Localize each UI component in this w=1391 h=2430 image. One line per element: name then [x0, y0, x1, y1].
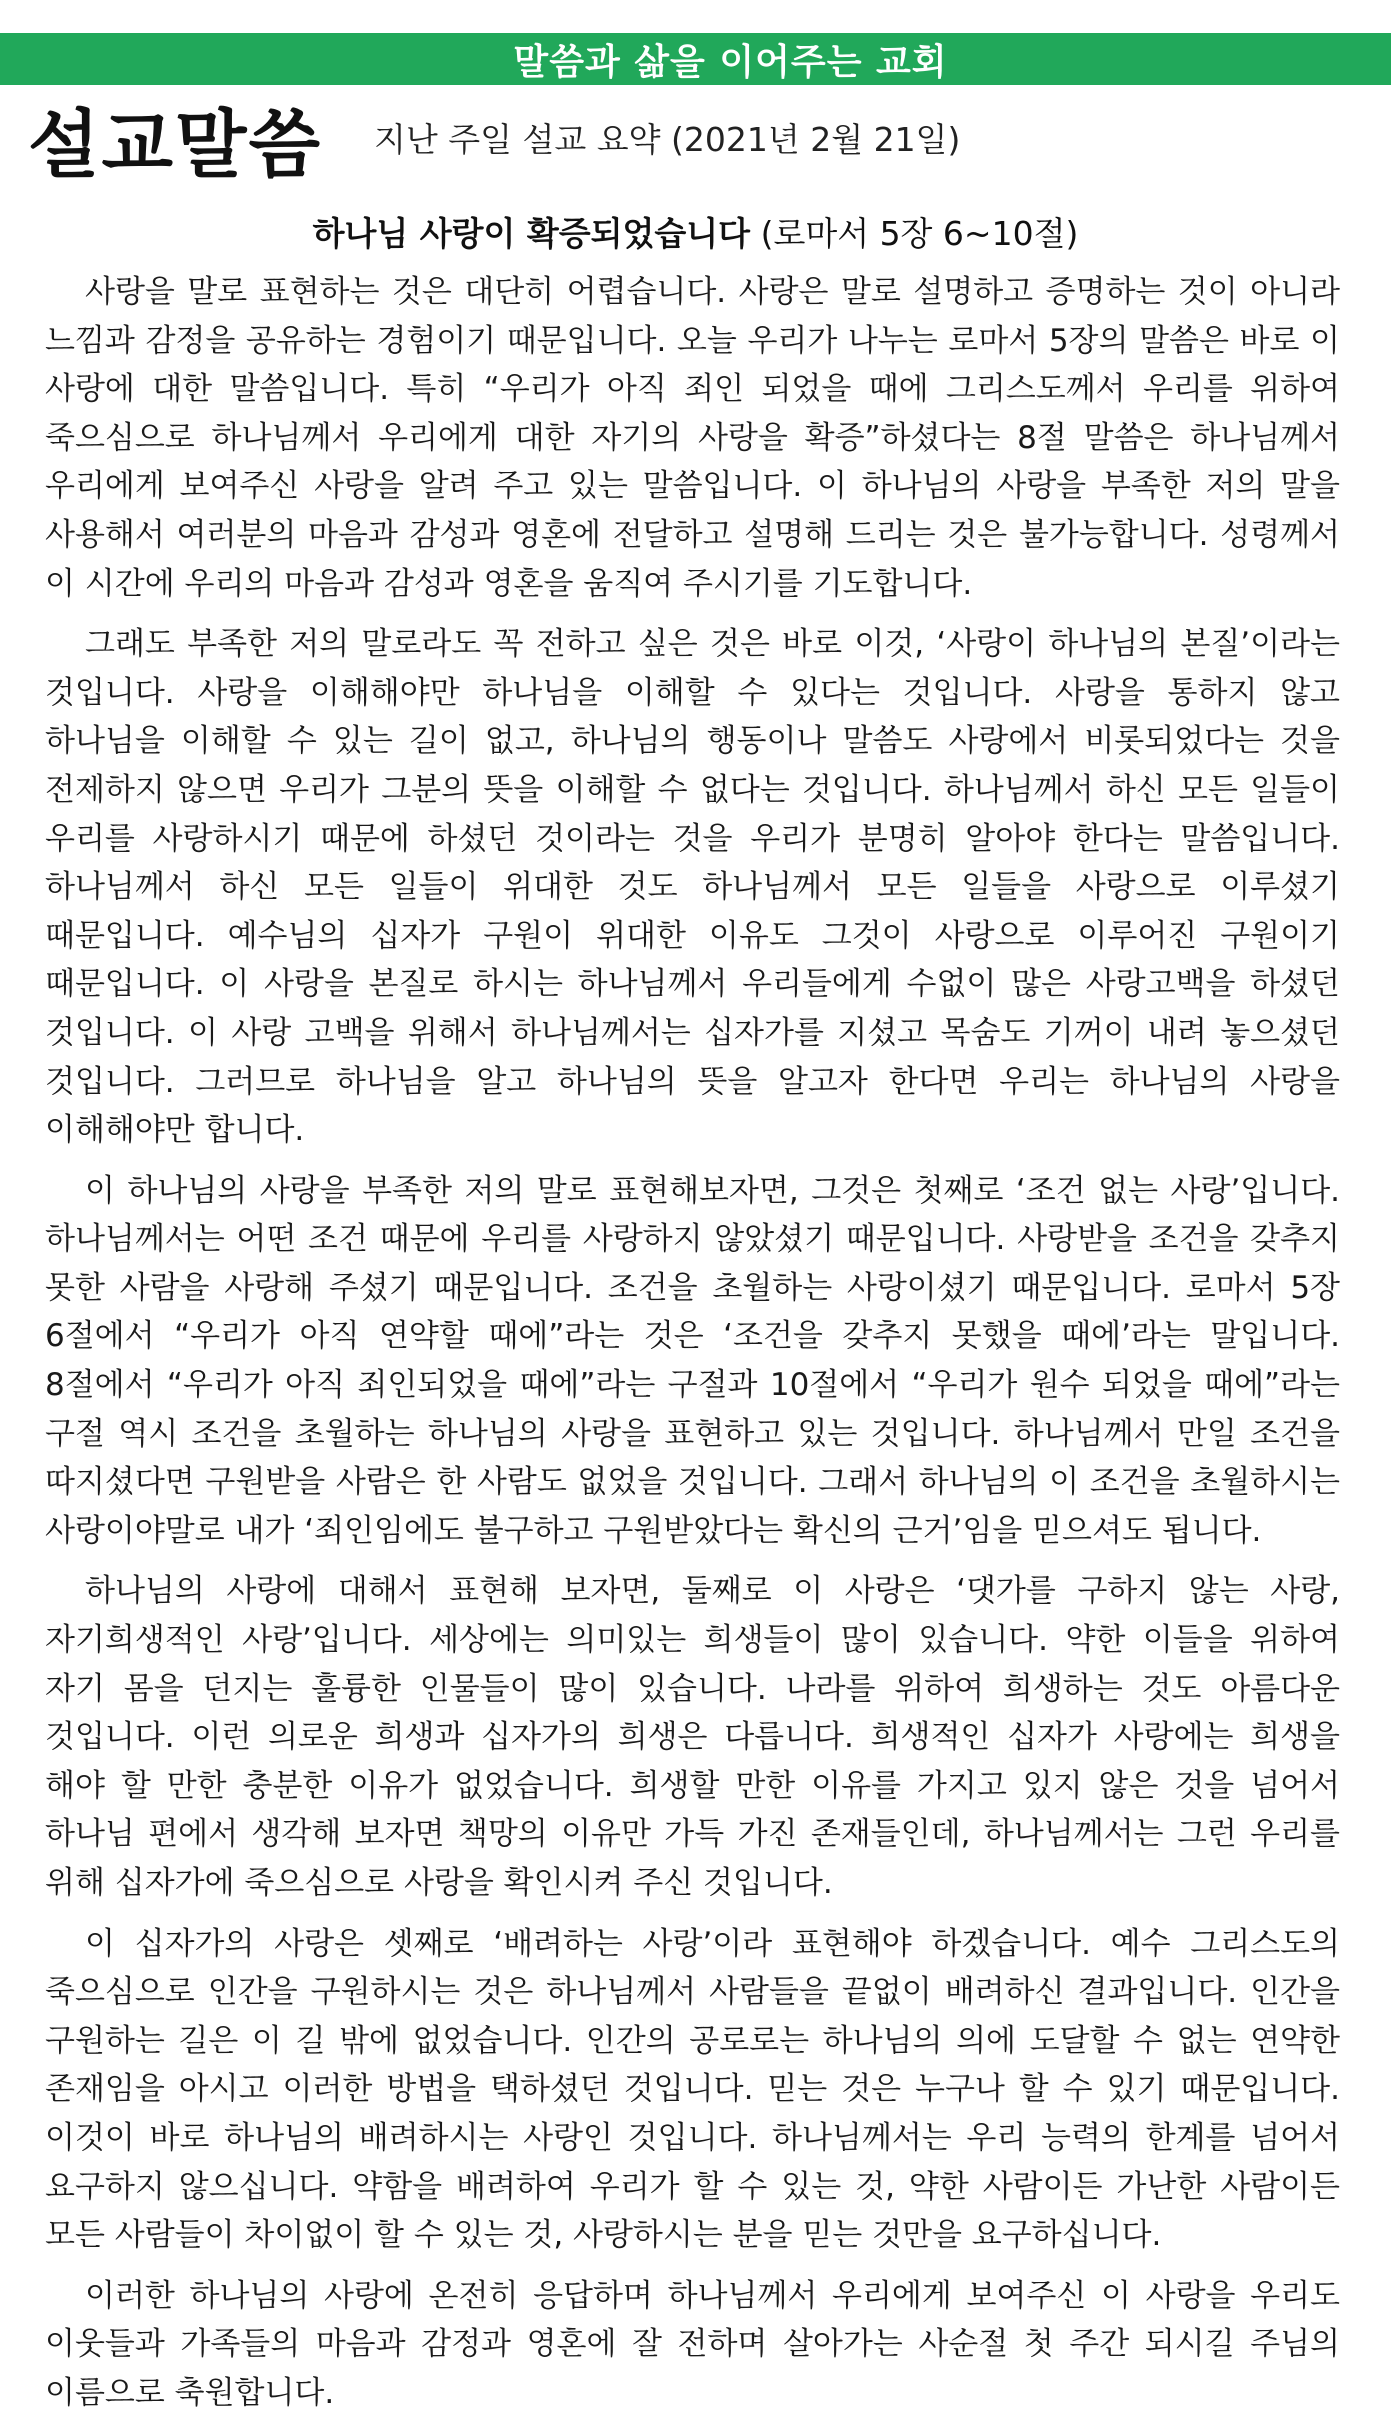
- sermon-paragraph-6: 이러한 하나님의 사랑에 온전히 응답하며 하나님께서 우리에게 보여주신 이 사랑을 우리도 이웃들과 가족들의 마음과 감정과 영혼에 잘 전하며 살아가는 사순절 첫 주간 되시길 주님의 이름으로 축원합니다.: [45, 2277, 1340, 2411]
- sermon-paragraph-5: 이 십자가의 사랑은 셋째로 ‘배려하는 사랑’이라 표현해야 하겠습니다. 예수 그리스도의 죽으심으로 인간을 구원하시는 것은 하나님께서 사람들을 끝없이 배려하신 결과입니다. 인간을 구원하는 길은 이 길 밖에 없었습니다. 인간의 공로로는 하나님의 의에 도달할 수 없는 연약한 존재임을 아시고 이러한 방법을 택하셨던 것입니다. 믿는 것은 누구나 할 수 있기 때문입니다. 이것이 바로 하나님의 배려하시는 사랑인 것입니다. 하나님께서는 우리 능력의 한계를 넘어서 요구하지 않으십니다. 약함을 배려하여 우리가 할 수 있는 것, 약한 사람이든 가난한 사람이든 모든 사람들이 차이없이 할 수 있는 것, 사랑하시는 분을 믿는 것만을 요구하십니다.: [45, 1925, 1340, 2254]
- sermon-heading: [0, 208, 1391, 255]
- sermon-paragraph-3: 이 하나님의 사랑을 부족한 저의 말로 표현해보자면, 그것은 첫째로 ‘조건 없는 사랑’입니다. 하나님께서는 어떤 조건 때문에 우리를 사랑하지 않았셨기 때문입니다. 사랑받을 조건을 갖추지 못한 사람을 사랑해 주셨기 때문입니다. 조건을 초월하는 사랑이셨기 때문입니다. 로마서 5장 6절에서 “우리가 아직 연약할 때에”라는 것은 ‘조건을 갖추지 못했을 때에’라는 말입니다. 8절에서 “우리가 아직 죄인되었을 때에”라는 구절과 10절에서 “우리가 원수 되었을 때에”라는 구절 역시 조건을 초월하는 하나님의 사랑을 표현하고 있는 것입니다. 하나님께서 만일 조건을 따지셨다면 구원받을 사람은 한 사람도 없었을 것입니다. 그래서 하나님의 이 조건을 초월하시는 사랑이야말로 내가 ‘죄인임에도 불구하고 구원받았다는 확신의 근거’임을 믿으셔도 됩니다.: [45, 1172, 1340, 1549]
- church-banner: [0, 33, 1391, 85]
- sermon-paragraph-4: 하나님의 사랑에 대해서 표현해 보자면, 둘째로 이 사랑은 ‘댓가를 구하지 않는 사랑, 자기희생적인 사랑’입니다. 세상에는 의미있는 희생들이 많이 있습니다. 약한 이들을 위하여 자기 몸을 던지는 훌륭한 인물들이 많이 있습니다. 나라를 위하여 희생하는 것도 아름다운 것입니다. 이런 의로운 희생과 십자가의 희생은 다릅니다. 희생적인 십자가 사랑에는 희생을 해야 할 만한 충분한 이유가 없었습니다. 희생할 만한 이유를 가지고 있지 않은 것을 넘어서 하나님 편에서 생각해 보자면 책망의 이유만 가득 가진 존재들인데, 하나님께서는 그런 우리를 위해 십자가에 죽으심으로 사랑을 확인시켜 주신 것입니다.: [45, 1573, 1340, 1901]
- page-subtitle: 지난 주일 설교 요약 (2021년 2월 21일): [374, 120, 961, 159]
- sermon-reference: (로마서 5장 6~10절): [750, 214, 1079, 253]
- sermon-title: 하나님 사랑이 확증되었습니다: [312, 214, 751, 253]
- sermon-body: [45, 268, 1340, 2430]
- church-slogan: 말씀과 삶을 이어주는 교회: [513, 41, 948, 83]
- page-title: 설교말씀: [28, 102, 322, 188]
- page-header: [28, 86, 1368, 188]
- sermon-paragraph-2: 그래도 부족한 저의 말로라도 꼭 전하고 싶은 것은 바로 이것, ‘사랑이 하나님의 본질’이라는 것입니다. 사랑을 이해해야만 하나님을 이해할 수 있다는 것입니다. 사랑을 통하지 않고 하나님을 이해할 수 있는 길이 없고, 하나님의 행동이나 말씀도 사랑에서 비롯되었다는 것을 전제하지 않으면 우리가 그분의 뜻을 이해할 수 없다는 것입니다. 하나님께서 하신 모든 일들이 우리를 사랑하시기 때문에 하셨던 것이라는 것을 우리가 분명히 알아야 한다는 말씀입니다. 하나님께서 하신 모든 일들이 위대한 것도 하나님께서 모든 일들을 사랑으로 이루셨기 때문입니다. 예수님의 십자가 구원이 위대한 이유도 그것이 사랑으로 이루어진 구원이기 때문입니다. 이 사랑을 본질로 하시는 하나님께서 우리들에게 수없이 많은 사랑고백을 하셨던 것입니다. 이 사랑 고백을 위해서 하나님께서는 십자가를 지셨고 목숨도 기꺼이 내려 놓으셨던 것입니다. 그러므로 하나님을 알고 하나님의 뜻을 알고자 한다면 우리는 하나님의 사랑을 이해해야만 합니다.: [45, 626, 1340, 1149]
- sermon-paragraph-1: 사랑을 말로 표현하는 것은 대단히 어렵습니다. 사랑은 말로 설명하고 증명하는 것이 아니라 느낌과 감정을 공유하는 경험이기 때문입니다. 오늘 우리가 나누는 로마서 5장의 말씀은 바로 이 사랑에 대한 말씀입니다. 특히 “우리가 아직 죄인 되었을 때에 그리스도께서 우리를 위하여 죽으심으로 하나님께서 우리에게 대한 자기의 사랑을 확증”하셨다는 8절 말씀은 하나님께서 우리에게 보여주신 사랑을 알려 주고 있는 말씀입니다. 이 하나님의 사랑을 부족한 저의 말을 사용해서 여러분의 마음과 감성과 영혼에 전달하고 설명해 드리는 것은 불가능합니다. 성령께서 이 시간에 우리의 마음과 감성과 영혼을 움직여 주시기를 기도합니다.: [45, 274, 1340, 602]
